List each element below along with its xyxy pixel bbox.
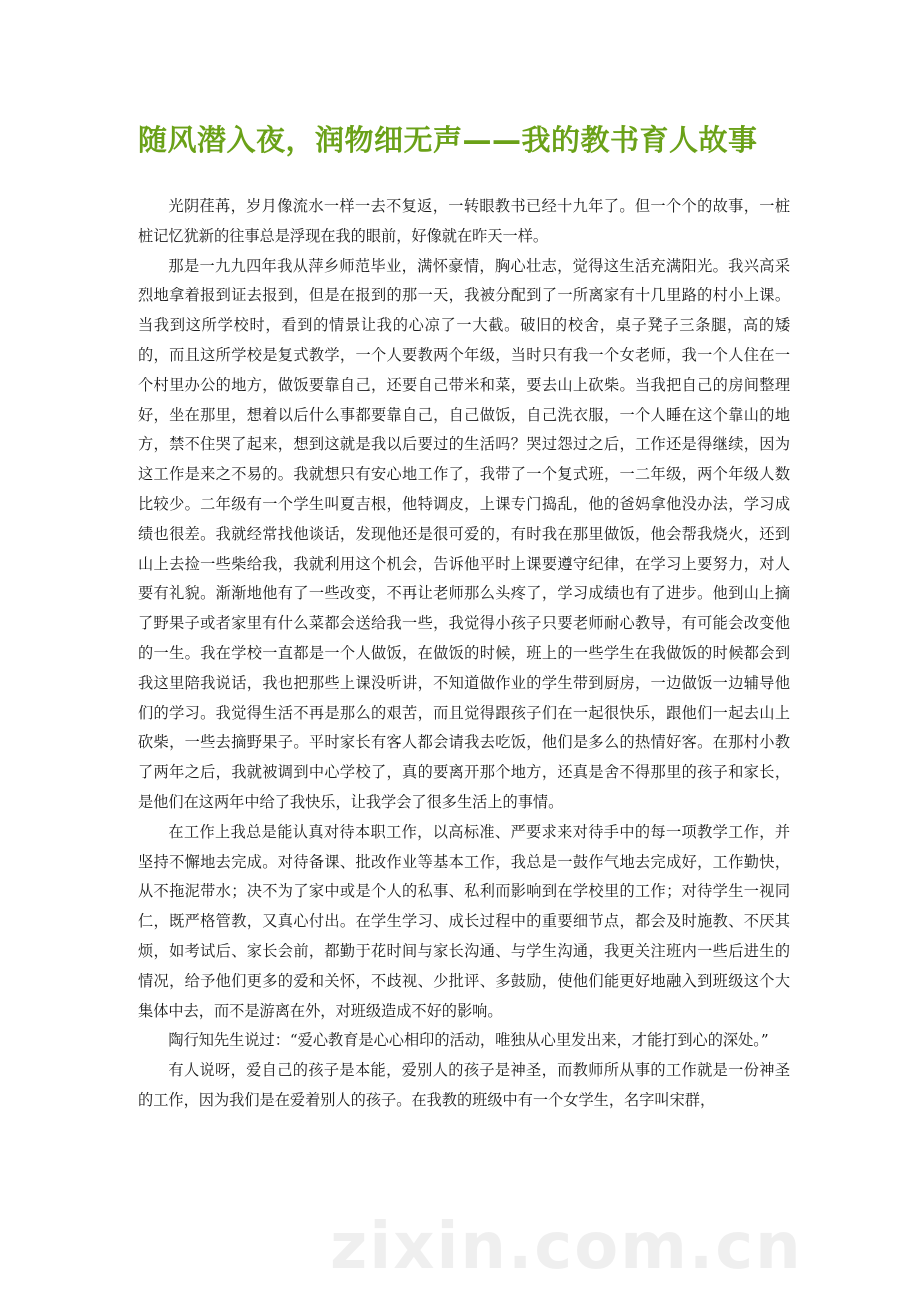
paragraph-love-students: 有人说呀，爱自己的孩子是本能，爱别人的孩子是神圣，而教师所从事的工作就是一份神圣的工作，因为我们是在爱着别人的孩子。在我教的班级中有一个女学生，名字叫宋群， [138,1061,790,1109]
document-body [138,192,790,1116]
watermark: zixin.com.cn [330,1210,803,1284]
paragraph-intro: 光阴荏苒，岁月像流水一样一去不复返，一转眼教书已经十九年了。但一个个的故事，一桩桩记忆犹新的往事总是浮现在我的眼前，好像就在昨天一样。 [138,197,790,245]
paragraph-village-school: 那是一九九四年我从萍乡师范毕业，满怀豪情，胸心壮志，觉得这生活充满阳光。我兴高采烈地拿着报到证去报到，但是在报到的那一天，我被分配到了一所离家有十几里路的村小上课。当我到这所学校时，看到的情景让我的心凉了一大截。破旧的校舍，桌子凳子三条腿，高的矮的，而且这所学校是复式教学，一个人要教两个年级，当时只有我一个女老师，我一个人住在一个村里办公的地方，做饭要靠自己，还要自己带米和菜，要去山上砍柴。当我把自己的房间整理好，坐在那里，想着以后什么事都要靠自己，自己做饭，自己洗衣服，一个人睡在这个靠山的地方，禁不住哭了起来，想到这就是我以后要过的生活吗？哭过怨过之后，工作还是得继续，因为这工作是来之不易的。我就想只有安心地工作了，我带了一个复式班，一二年级，两个年级人数比较少。二年级有一个学生叫夏吉根，他特调皮，上课专门捣乱，他的爸妈拿他没办法，学习成绩也很差。我就经常找他谈话，发现他还是很可爱的，有时我在那里做饭，他会帮我烧火，还到山上去捡一些柴给我，我就利用这个机会，告诉他平时上课要遵守纪律，在学习上要努力，对人要有礼貌。渐渐地他有了一些改变，不再让老师那么头疼了，学习成绩也有了进步。他到山上摘了野果子或者家里有什么菜都会送给我一些，我觉得小孩子只要老师耐心教导，有可能会改变他的一生。我在学校一直都是一个人做饭，在做饭的时候，班上的一些学生在我做饭的时候都会到我这里陪我说话，我也把那些上课没听讲，不知道做作业的学生带到厨房，一边做饭一边辅导他们的学习。我觉得生活不再是那么的艰苦，而且觉得跟孩子们在一起很快乐，跟他们一起去山上砍柴，一些去摘野果子。平时家长有客人都会请我去吃饭，他们是多么的热情好客。在那村小教了两年之后，我就被调到中心学校了，真的要离开那个地方，还真是舍不得那里的孩子和家长，是他们在这两年中给了我快乐，让我学会了很多生活上的事情。 [138,256,790,811]
paragraph-quote: 陶行知先生说过：“爱心教育是心心相印的活动，唯独从心里发出来，才能打到心的深处。” [168,1031,769,1050]
paragraph-work-attitude: 在工作上我总是能认真对待本职工作，以高标准、严要求来对待手中的每一项教学工作，并坚持不懈地去完成。对待备课、批改作业等基本工作，我总是一鼓作气地去完成好，工作勤快，从不拖泥带水；决不为了家中或是个人的私事、私利而影响到在学校里的工作；对待学生一视同仁，既严格管教，又真心付出。在学生学习、成长过程中的重要细节点，都会及时施教、不厌其烦，如考试后、家长会前，都勤于花时间与家长沟通、与学生沟通，我更关注班内一些后进生的情况，给予他们更多的爱和关怀，不歧视、少批评、多鼓励，使他们能更好地融入到班级这个大集体中去，而不是游离在外，对班级造成不好的影响。 [138,822,790,1020]
document-title: 随风潜入夜，润物细无声——我的教书育人故事 [138,123,758,157]
